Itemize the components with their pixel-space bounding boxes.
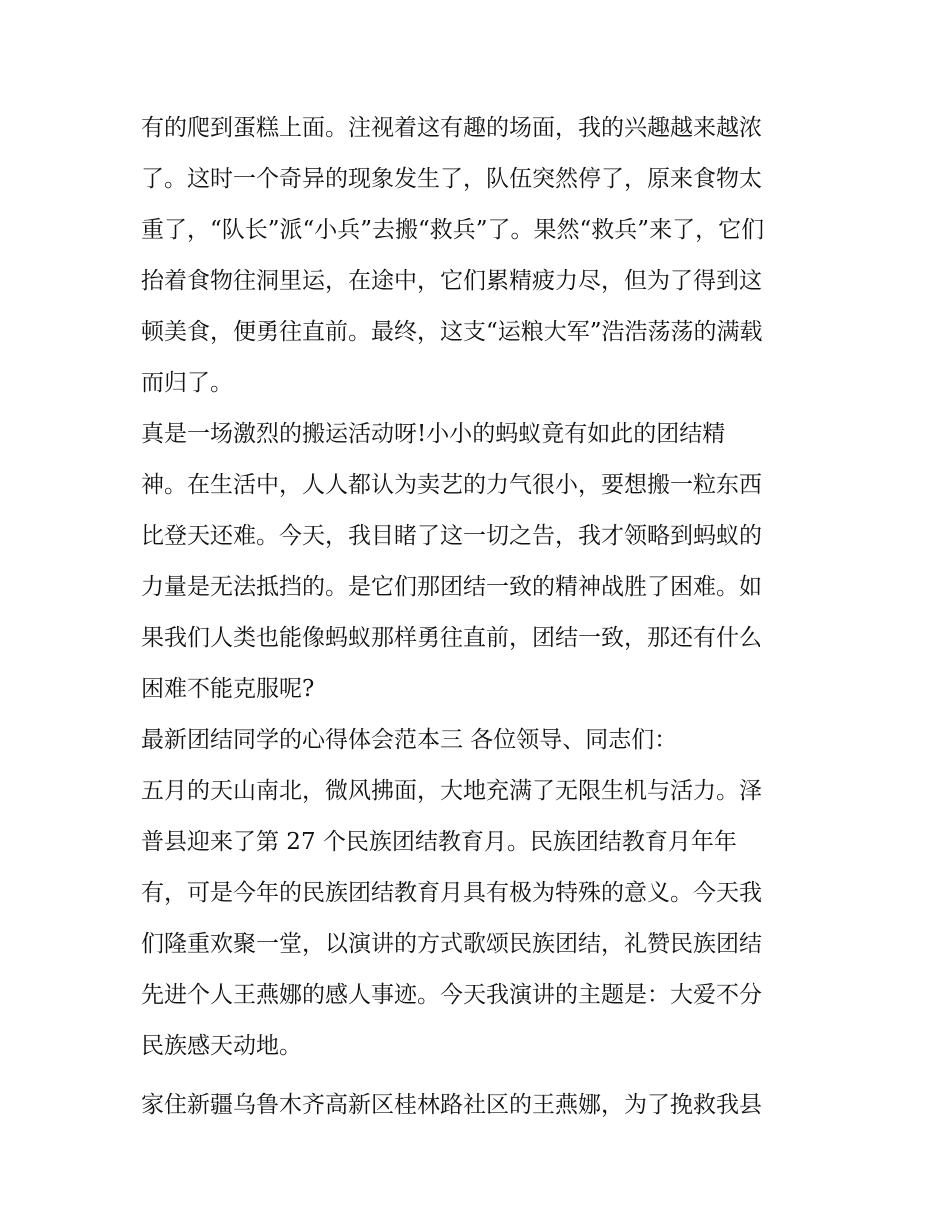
document-body: [141, 103, 821, 1131]
text-line: 了。这时一个奇异的现象发生了，队伍突然停了，原来食物太: [141, 166, 762, 192]
text-line: 神。在生活中，人人都认为卖艺的力气很小，要想搬一粒东西: [141, 472, 762, 498]
text-line: 力量是无法抵挡的。是它们那团结一致的精神战胜了困难。如: [141, 574, 762, 600]
text-line: 们隆重欢聚一堂，以演讲的方式歌颂民族团结，礼赞民族团结: [141, 931, 762, 957]
section-heading: 最新团结同学的心得体会范本三 各位领导、同志们：: [141, 727, 678, 753]
text-line: 顿美食，便勇往直前。最终，这支“运粮大军”浩浩荡荡的满载: [141, 319, 763, 345]
text-line: 而归了。: [141, 370, 233, 396]
text-line: 抬着食物往洞里运，在途中，它们累精疲力尽，但为了得到这: [141, 268, 762, 294]
text-line: 真是一场激烈的搬运活动呀!小小的蚂蚁竟有如此的团结精: [141, 421, 726, 447]
text-line: 普县迎来了第 27 个民族团结教育月。民族团结教育月年年: [141, 829, 737, 855]
text-line: 困难不能克服呢?: [141, 676, 315, 702]
text-line: 有的爬到蛋糕上面。注视着这有趣的场面，我的兴趣越来越浓: [141, 115, 762, 141]
text-line: 比登天还难。今天，我目睹了这一切之告，我才领略到蚂蚁的: [141, 523, 762, 549]
text-line: 果我们人类也能像蚂蚁那样勇往直前，团结一致，那还有什么: [141, 625, 762, 651]
text-line: 民族感天动地。: [141, 1033, 302, 1059]
text-line: 先进个人王燕娜的感人事迹。今天我演讲的主题是：大爱不分: [141, 982, 762, 1008]
text-line: 五月的天山南北，微风拂面，大地充满了无限生机与活力。泽: [141, 778, 762, 804]
text-line: 重了，“队长”派“小兵”去搬“救兵”了。果然“救兵”来了，它们: [141, 217, 765, 243]
text-line: 有，可是今年的民族团结教育月具有极为特殊的意义。今天我: [141, 880, 762, 906]
text-line: 家住新疆乌鲁木齐高新区桂林路社区的王燕娜，为了挽救我县: [141, 1092, 762, 1118]
